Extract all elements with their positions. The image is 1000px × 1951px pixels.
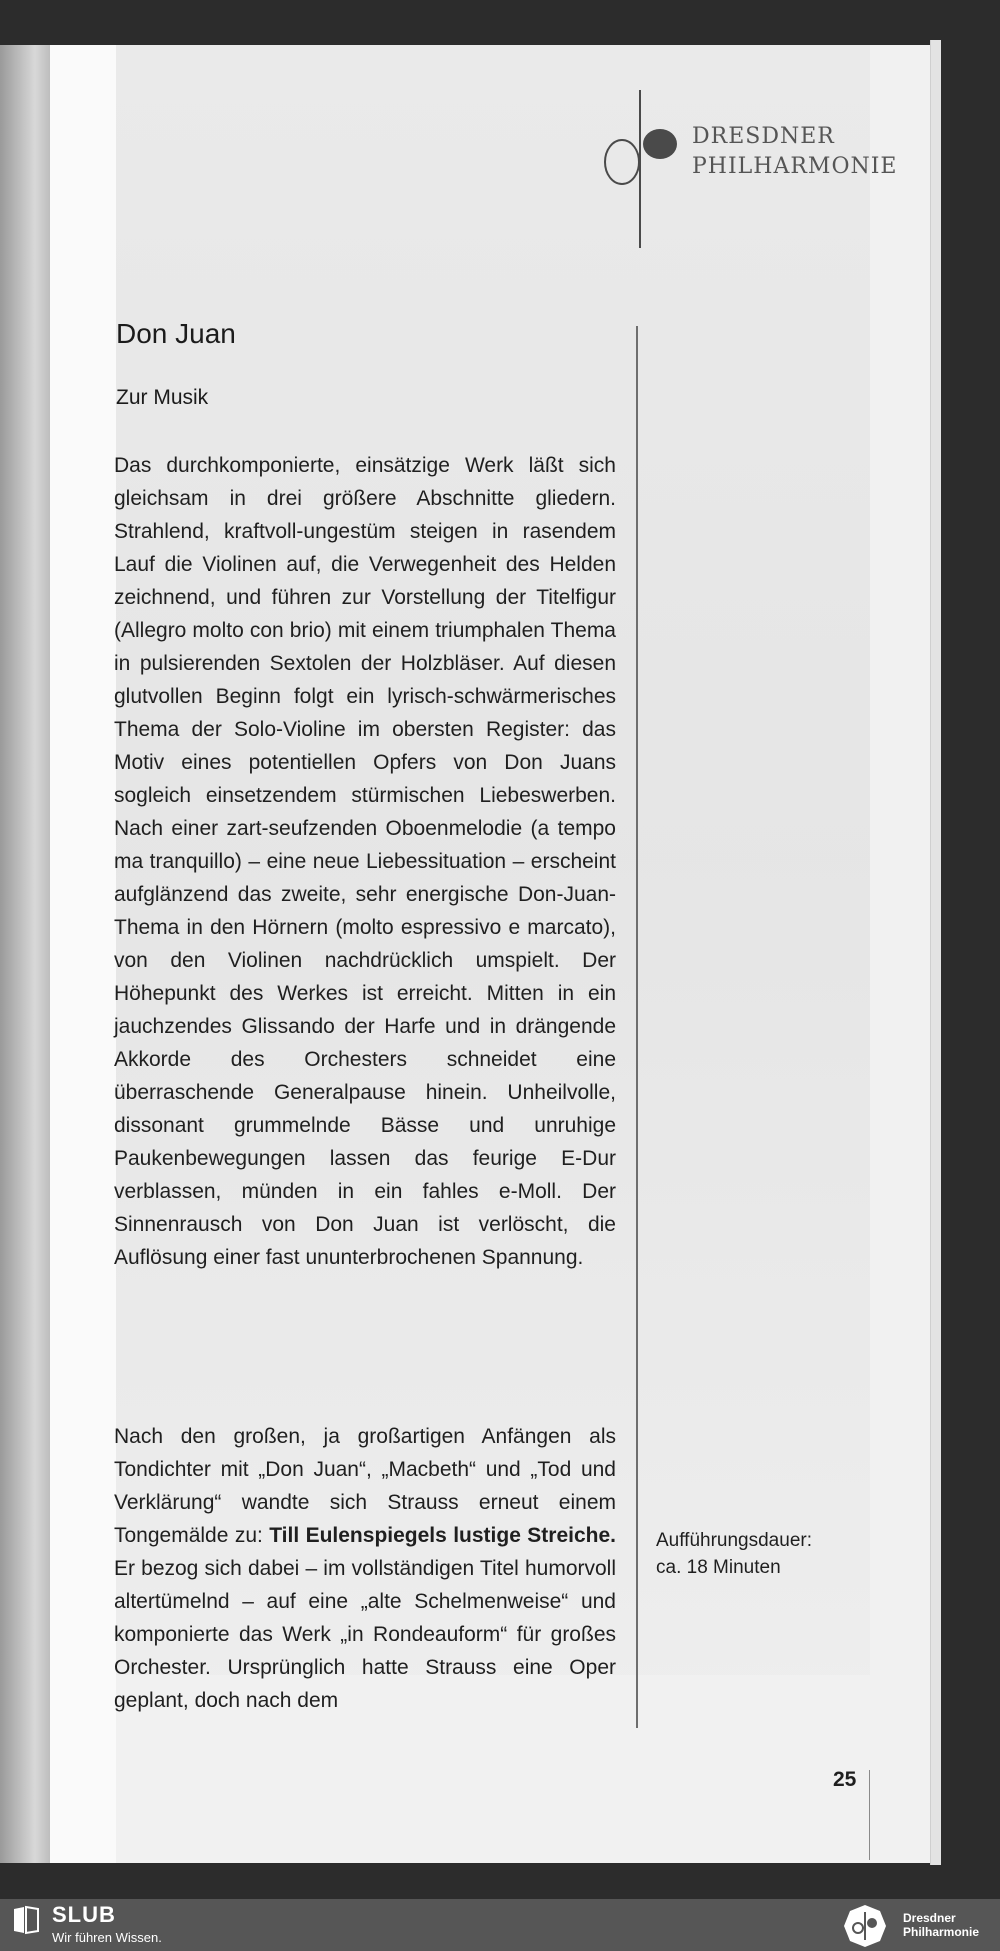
duration-value: ca. 18 Minuten: [656, 1557, 781, 1578]
folio-rule: [869, 1770, 870, 1860]
body-paragraph-2: [114, 1420, 616, 1717]
partner-line-2: Philharmonie: [903, 1925, 980, 1939]
partner-line-1: Dresdner: [903, 1911, 956, 1925]
publisher-logo-text: [692, 122, 898, 182]
adjacent-page-edge: [0, 45, 50, 1863]
slub-book-icon[interactable]: [12, 1905, 40, 1935]
work-title-bold: Till Eulenspiegels lustige Streiche.: [269, 1524, 616, 1547]
library-tagline: Wir führen Wissen.: [52, 1930, 162, 1945]
body-paragraph-1: [114, 449, 616, 1274]
duration-label: Aufführungsdauer:: [656, 1530, 812, 1551]
page-number: 25: [833, 1768, 857, 1791]
paragraph-2-intro: Nach den großen, ja großartigen Anfängen als Tondichter mit „Don Juan“, „Macbeth“ und „Tod und Verklärung“ wandte sich Strauss erneut einem Tongemälde zu:: [114, 1425, 616, 1547]
dresdner-philharmonie-logo-icon: [598, 88, 686, 248]
column-divider: [636, 326, 638, 1728]
article-title: Don Juan: [116, 318, 236, 349]
partner-logo-icon[interactable]: [842, 1903, 888, 1949]
page-gutter: [50, 45, 116, 1863]
paragraph-2-rest: Er bezog sich dabei – im vollständigen Titel humorvoll altertümelnd – auf eine „alte Schelmenweise“ und komponierte das Werk „in Rondeauform“ für großes Orchester. Ursprünglich hatte Strauss eine Oper geplant, doch nach dem: [114, 1557, 616, 1712]
library-name[interactable]: SLUB: [52, 1902, 116, 1927]
duration-note: [656, 1527, 812, 1581]
article-subtitle: Zur Musik: [116, 386, 209, 409]
paragraph-text: Das durchkomponierte, einsätzige Werk läßt sich gleichsam in drei größere Abschnitte gliedern. Strahlend, kraftvoll-ungestüm steigen in rasendem Lauf die Violinen auf, die Verwegenheit des Helden zeichnend, und führen zur Vorstellung der Titelfigur (Allegro molto con brio) mit einem triumphalen Thema in pulsierenden Sextolen der Holzbläser. Auf diesen glutvollen Beginn folgt ein lyrisch-schwärmerisches Thema der Solo-Violine im obersten Register: das Motiv eines potentiellen Opfers von Don Juans sogleich einsetzendem stürmischen Liebeswerben. Nach einer zart-seufzenden Oboenmelodie (a tempo ma tranquillo) – eine neue Liebessituation – erscheint aufglänzend das zweite, sehr energische Don-Juan-Thema in den Hörnern (molto espressivo e marcato), von den Violinen nachdrücklich umspielt. Der Höhepunkt des Werkes ist erreicht. Mitten in ein jauchzendes Glissando der Harfe und in drängende Akkorde des Orchesters schneidet eine überraschende Generalpause hinein. Unheilvolle, dissonant grummelnde Bässe und unruhige Paukenbewegungen lassen das feurige E-Dur verblassen, münden in ein fahles e-Moll. Der Sinnenrausch von Don Juan ist verlöscht, die Auflösung einer fast ununterbrochenen Spannung.: [114, 454, 616, 1269]
page-right-edge: [930, 40, 941, 1865]
partner-name[interactable]: [903, 1911, 979, 1939]
logo-line-2: PHILHARMONIE: [692, 154, 898, 179]
logo-line-1: DRESDNER: [692, 124, 835, 149]
